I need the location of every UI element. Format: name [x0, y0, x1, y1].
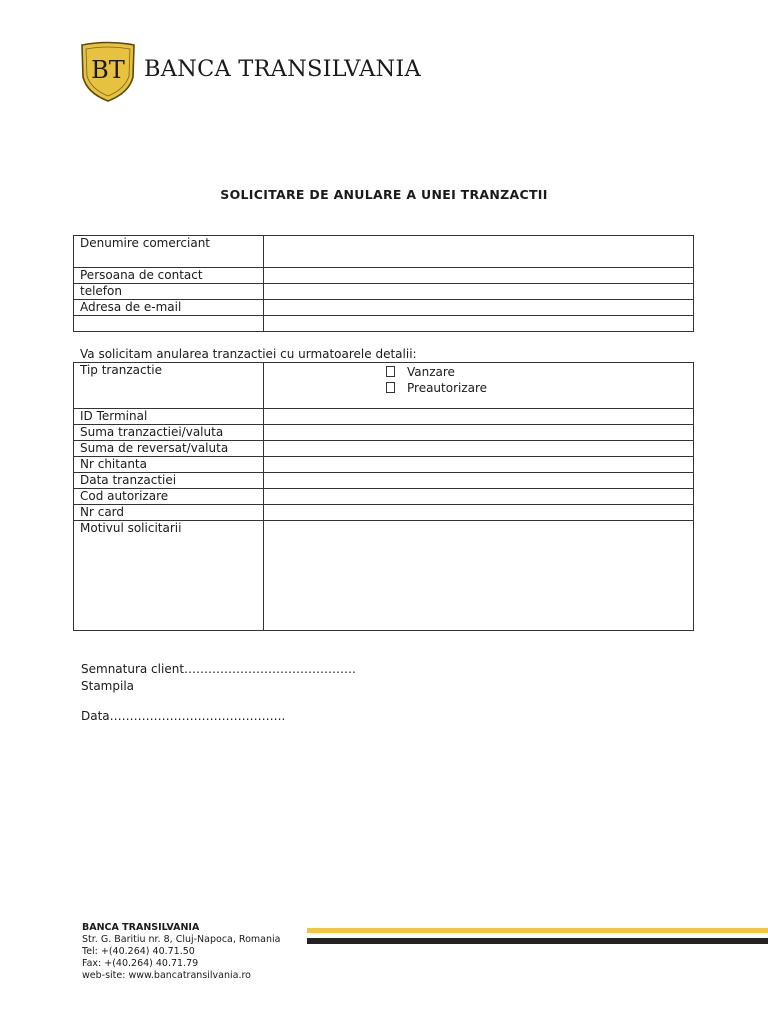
- phone-field[interactable]: [264, 284, 694, 300]
- email-label: Adresa de e-mail: [74, 300, 264, 316]
- table-row: [74, 441, 694, 457]
- option-preauthorization-label: Preautorizare: [407, 381, 488, 395]
- footer-website[interactable]: web-site: www.bancatransilvania.ro: [82, 970, 251, 981]
- reversal-amount-field[interactable]: [264, 441, 694, 457]
- date-line: Data……………………………………..: [81, 709, 286, 723]
- table-row: [74, 268, 694, 284]
- document-title: SOLICITARE DE ANULARE A UNEI TRANZACTII: [220, 187, 548, 202]
- phone-label: telefon: [74, 284, 264, 300]
- authorization-code-label: Cod autorizare: [74, 489, 264, 505]
- reversal-amount-label: Suma de reversat/valuta: [74, 441, 264, 457]
- footer-black-stripe: [307, 938, 768, 944]
- option-sale[interactable]: [270, 364, 687, 380]
- card-number-field[interactable]: [264, 505, 694, 521]
- logo-initials: BT: [91, 56, 125, 84]
- table-row: [74, 316, 694, 332]
- transaction-date-label: Data tranzactiei: [74, 473, 264, 489]
- email-field[interactable]: [264, 300, 694, 316]
- empty-value-field[interactable]: [264, 316, 694, 332]
- client-signature-line: Semnatura client…………………………………….: [81, 662, 356, 676]
- merchant-name-field[interactable]: [264, 236, 694, 268]
- contact-person-field[interactable]: [264, 268, 694, 284]
- empty-label-cell: [74, 316, 264, 332]
- request-intro-text: Va solicitam anularea tranzactiei cu urmatoarele detalii:: [80, 347, 417, 361]
- footer-phone: Tel: +(40.264) 40.71.50: [82, 946, 195, 957]
- request-reason-field[interactable]: [264, 521, 694, 631]
- option-sale-label: Vanzare: [407, 365, 455, 379]
- footer-gold-stripe: [307, 928, 768, 933]
- table-row: [74, 457, 694, 473]
- transaction-details-table: [73, 362, 694, 631]
- request-reason-label: Motivul solicitarii: [74, 521, 264, 631]
- table-row: [74, 521, 694, 631]
- transaction-type-options: [264, 363, 694, 409]
- table-row: [74, 236, 694, 268]
- transaction-type-label: Tip tranzactie: [74, 363, 264, 409]
- authorization-code-field[interactable]: [264, 489, 694, 505]
- table-row: [74, 425, 694, 441]
- merchant-info-table: [73, 235, 694, 332]
- footer-company-name: BANCA TRANSILVANIA: [82, 922, 200, 933]
- transaction-amount-field[interactable]: [264, 425, 694, 441]
- table-row: [74, 284, 694, 300]
- checkbox-icon[interactable]: [386, 382, 395, 393]
- footer-fax: Fax: +(40.264) 40.71.79: [82, 958, 199, 969]
- terminal-id-label: ID Terminal: [74, 409, 264, 425]
- receipt-number-field[interactable]: [264, 457, 694, 473]
- table-row: [74, 505, 694, 521]
- table-row: [74, 409, 694, 425]
- table-row: [74, 300, 694, 316]
- bank-logo: [79, 41, 459, 103]
- footer-contact-block: [82, 922, 280, 982]
- table-row: [74, 363, 694, 409]
- stamp-label: Stampila: [81, 679, 135, 693]
- receipt-number-label: Nr chitanta: [74, 457, 264, 473]
- checkbox-icon[interactable]: [386, 366, 395, 377]
- table-row: [74, 489, 694, 505]
- footer-address: Str. G. Baritiu nr. 8, Cluj-Napoca, Romania: [82, 934, 281, 945]
- transaction-date-field[interactable]: [264, 473, 694, 489]
- shield-logo-icon: [79, 41, 137, 103]
- brand-name: BANCA TRANSILVANIA: [144, 56, 421, 82]
- table-row: [74, 473, 694, 489]
- option-preauthorization[interactable]: [270, 380, 687, 396]
- merchant-name-label: Denumire comerciant: [74, 236, 264, 268]
- transaction-amount-label: Suma tranzactiei/valuta: [74, 425, 264, 441]
- terminal-id-field[interactable]: [264, 409, 694, 425]
- card-number-label: Nr card: [74, 505, 264, 521]
- contact-person-label: Persoana de contact: [74, 268, 264, 284]
